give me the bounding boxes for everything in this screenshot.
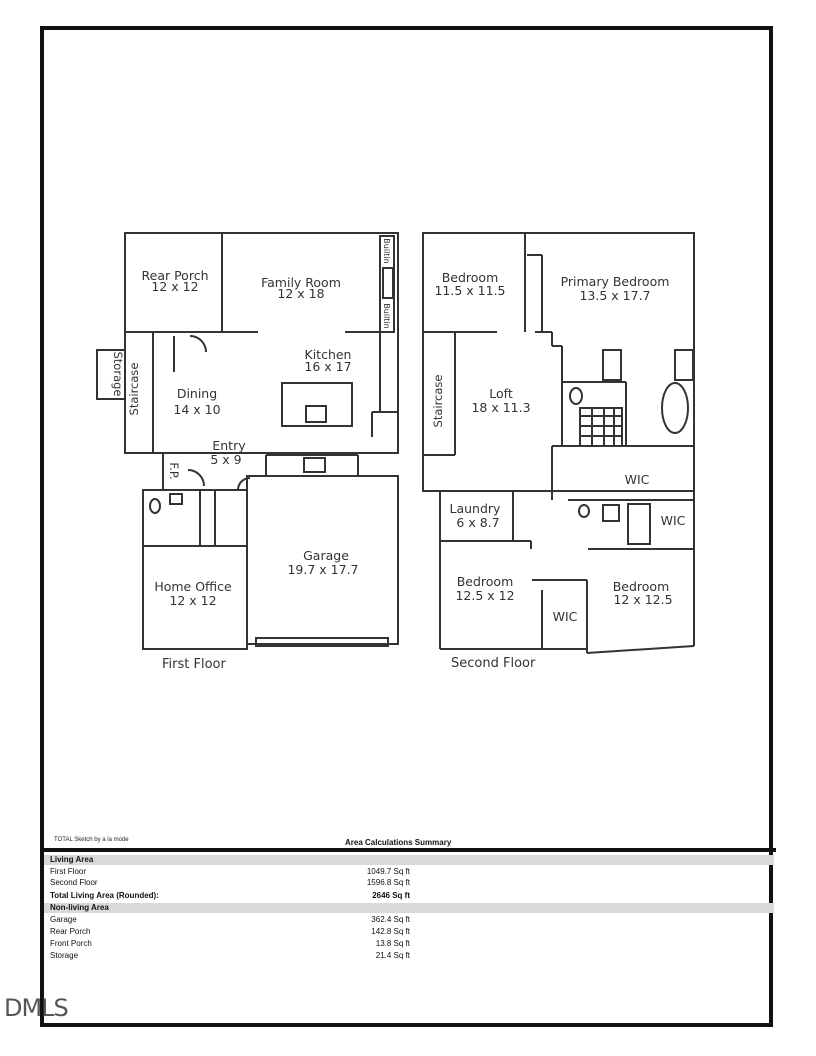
wic-2-name: WIC xyxy=(660,513,686,528)
garage-size: 19.7 x 17.7 xyxy=(287,562,359,577)
summary-title: Area Calculations Summary xyxy=(345,838,452,847)
wic-1-name: WIC xyxy=(624,472,650,487)
nonliving-area-header-bar xyxy=(44,903,774,913)
entry-name: Entry xyxy=(212,438,246,453)
kitchen-name: Kitchen xyxy=(304,347,352,362)
living-row-value: 1049.7 Sq ft xyxy=(366,867,410,876)
nonliving-area-header: Non-living Area xyxy=(50,903,109,912)
builtin-1-name: Builtin xyxy=(382,238,391,264)
storage-name: Storage xyxy=(111,351,125,397)
bedroom-nw-size: 11.5 x 11.5 xyxy=(434,283,506,298)
living-row-value: 1596.8 Sq ft xyxy=(366,878,410,887)
bedroom-se-size: 12 x 12.5 xyxy=(613,592,673,607)
home-office-size: 12 x 12 xyxy=(169,593,217,608)
summary-separator xyxy=(40,848,776,852)
staircase-2-name: Staircase xyxy=(431,374,445,428)
nonliving-row-value: 13.8 Sq ft xyxy=(375,939,410,948)
bedroom-sw-name: Bedroom xyxy=(456,574,514,589)
rear-porch-size: 12 x 12 xyxy=(151,279,199,294)
loft-size: 18 x 11.3 xyxy=(471,400,531,415)
living-row-label: Second Floor xyxy=(50,878,98,887)
sketch-credit: TOTAL Sketch by a la mode xyxy=(54,837,129,843)
nonliving-row-label: Front Porch xyxy=(50,939,92,948)
dmls-watermark: DMLS xyxy=(4,994,68,1022)
kitchen-size: 16 x 17 xyxy=(304,359,352,374)
nonliving-row-label: Storage xyxy=(50,951,79,960)
bedroom-sw-size: 12.5 x 12 xyxy=(455,588,515,603)
first-floor-label: First Floor xyxy=(162,657,226,672)
laundry-size: 6 x 8.7 xyxy=(456,515,500,530)
nonliving-row-label: Garage xyxy=(50,915,77,924)
family-room-name: Family Room xyxy=(261,275,341,290)
rear-porch-name: Rear Porch xyxy=(141,268,209,283)
builtin-2-name: Builtin xyxy=(382,303,391,329)
primary-bedroom-size: 13.5 x 17.7 xyxy=(579,288,651,303)
family-room-size: 12 x 18 xyxy=(277,286,325,301)
total-living-label: Total Living Area (Rounded): xyxy=(50,891,159,900)
total-living-value: 2646 Sq ft xyxy=(372,891,410,900)
nonliving-row-value: 21.4 Sq ft xyxy=(375,951,410,960)
first-floor-walls xyxy=(97,233,398,649)
living-row-label: First Floor xyxy=(50,867,86,876)
dining-name: Dining xyxy=(176,386,218,401)
primary-bedroom-name: Primary Bedroom xyxy=(560,274,670,289)
staircase-1-name: Staircase xyxy=(127,362,141,416)
nonliving-row-value: 362.4 Sq ft xyxy=(371,915,410,924)
loft-name: Loft xyxy=(489,386,513,401)
laundry-name: Laundry xyxy=(449,501,501,516)
second-floor-label: Second Floor xyxy=(451,656,536,671)
fp-name: F.P. xyxy=(167,462,181,480)
nonliving-row-label: Rear Porch xyxy=(50,927,91,936)
entry-size: 5 x 9 xyxy=(210,452,242,467)
dining-size: 14 x 10 xyxy=(173,402,221,417)
bedroom-nw-name: Bedroom xyxy=(441,270,499,285)
nonliving-row-value: 142.8 Sq ft xyxy=(371,927,410,936)
garage-name: Garage xyxy=(303,548,349,563)
home-office-name: Home Office xyxy=(154,579,232,594)
wic-3-name: WIC xyxy=(552,609,578,624)
living-area-header-bar xyxy=(44,855,774,865)
living-area-header: Living Area xyxy=(50,855,94,864)
bedroom-se-name: Bedroom xyxy=(612,579,670,594)
